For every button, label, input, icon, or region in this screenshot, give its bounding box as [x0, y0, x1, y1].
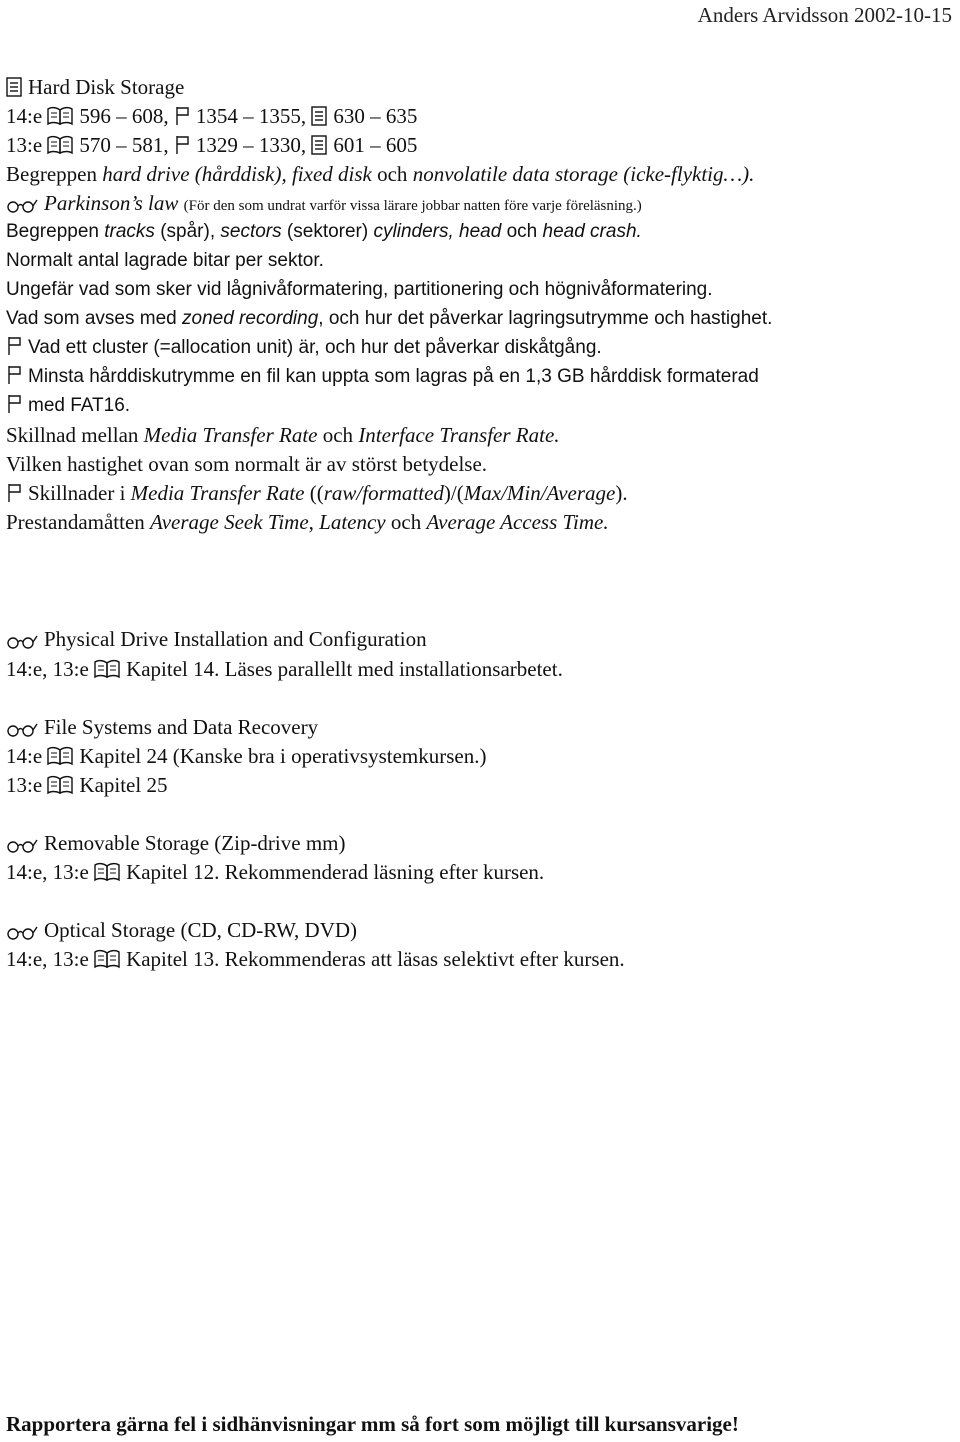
chapter-text: Kapitel 25 [79, 773, 168, 797]
document-icon [311, 135, 327, 155]
notes-flag-icon [174, 106, 190, 126]
chapter-text: Kapitel 12. Rekommenderad läsning efter kursen. [126, 860, 545, 884]
chapter-text: Kapitel 14. Läses parallellt med installationsarbetet. [126, 657, 563, 681]
mtr-text: ). [615, 481, 628, 505]
mtr-italic: Media Transfer Rate [130, 481, 305, 505]
hard-disk-ed14-row [6, 103, 417, 129]
open-book-icon [47, 775, 73, 795]
zoned-text: Vad som avses med [6, 308, 183, 329]
perf-row [6, 509, 609, 535]
notes-flag-icon [6, 394, 22, 414]
doc-pages: 601 – 605 [333, 133, 418, 157]
perf-italic: Average Seek Time [150, 510, 309, 534]
tracks-italic: head crash. [542, 221, 642, 242]
edition-label: 13:e [6, 773, 43, 797]
open-book-icon [94, 659, 120, 679]
rate-diff-text: Skillnad mellan [6, 423, 144, 447]
open-book-icon [47, 106, 73, 126]
doc-pages: 630 – 635 [333, 104, 418, 128]
rate-diff-row [6, 422, 560, 448]
book-pages: 570 – 581, [79, 133, 169, 157]
glasses-icon [6, 837, 38, 853]
notes-flag-icon [6, 336, 22, 356]
rate-diff-italic: Media Transfer Rate [143, 423, 318, 447]
section-title: File Systems and Data Recovery [44, 715, 319, 739]
perf-text: Prestandamåtten [6, 510, 151, 534]
mtr-row [6, 480, 628, 506]
parkinson-note: (För den som undrat varför vissa lärare jobbar natten före varje föreläsning.) [183, 198, 642, 214]
glasses-icon [6, 197, 38, 213]
optical-title-row [6, 917, 357, 943]
notes-flag-icon [174, 135, 190, 155]
edition-label: 14:e [6, 104, 43, 128]
file-systems-title-row [6, 714, 318, 740]
mtr-text: )/( [443, 481, 464, 505]
hard-disk-title-row [6, 74, 184, 100]
removable-row [6, 859, 544, 885]
physical-drive-title-row [6, 626, 427, 652]
file-systems-ed13-row [6, 772, 167, 798]
perf-text: , [308, 510, 320, 534]
min-space-text: Minsta hårddiskutrymme en fil kan uppta som lagras på en 1,3 GB hårddisk formaterad [28, 366, 759, 387]
optical-row [6, 946, 625, 972]
cluster-row [6, 335, 602, 361]
tracks-text: Begreppen [6, 221, 105, 242]
section-title: Physical Drive Installation and Configuration [44, 627, 427, 651]
parkinson-row [6, 190, 642, 219]
notes-pages: 1329 – 1330, [195, 133, 307, 157]
edition-label: 14:e, 13:e [6, 657, 89, 681]
terms-row [6, 161, 754, 187]
formatting-text: Ungefär vad som sker vid lågnivåformatering, partitionering och högnivåformatering. [6, 279, 713, 300]
open-book-icon [94, 949, 120, 969]
tracks-text: (sektorer) [281, 221, 374, 242]
bits-per-sector: Normalt antal lagrade bitar per sektor. [6, 250, 324, 271]
mtr-text: Skillnader i [28, 481, 131, 505]
glasses-icon [6, 721, 38, 737]
chapter-text: Kapitel 24 (Kanske bra i operativsystemkursen.) [79, 744, 487, 768]
rate-diff-italic: Interface Transfer Rate. [358, 423, 560, 447]
notes-flag-icon [6, 365, 22, 385]
tracks-italic: tracks [104, 221, 155, 242]
removable-title-row [6, 830, 346, 856]
tracks-italic: cylinders, head [373, 221, 502, 242]
footer-note: Rapportera gärna fel i sidhänvisningar mm så fort som möjligt till kursansvarige! [6, 1412, 739, 1436]
glasses-icon [6, 633, 38, 649]
zoned-italic: zoned recording [182, 308, 319, 329]
section-title: Optical Storage (CD, CD-RW, DVD) [44, 918, 358, 942]
notes-pages: 1354 – 1355, [195, 104, 307, 128]
hard-disk-ed13-row [6, 132, 417, 158]
min-space-row-2 [6, 393, 130, 419]
mtr-italic: raw/formatted [323, 481, 444, 505]
open-book-icon [47, 746, 73, 766]
terms-italic: hard drive (hårddisk), fixed disk [102, 162, 372, 186]
rate-significance: Vilken hastighet ovan som normalt är av störst betydelse. [6, 452, 488, 476]
chapter-text: Kapitel 13. Rekommenderas att läsas selektivt efter kursen. [126, 947, 625, 971]
author-date-header: Anders Arvidsson 2002-10-15 [697, 3, 952, 27]
tracks-text: (spår), [154, 221, 221, 242]
parkinson-law: Parkinson’s law [44, 191, 179, 215]
document-icon [311, 106, 327, 126]
min-space-row-1 [6, 364, 759, 390]
edition-label: 14:e [6, 744, 43, 768]
terms-italic: nonvolatile data storage (icke-flyktig…). [412, 162, 755, 186]
hard-disk-title: Hard Disk Storage [28, 75, 185, 99]
perf-italic: Latency [319, 510, 386, 534]
document-icon [6, 77, 22, 97]
section-title: Removable Storage (Zip-drive mm) [44, 831, 346, 855]
tracks-text: och [501, 221, 543, 242]
physical-drive-row [6, 656, 563, 682]
notes-flag-icon [6, 483, 22, 503]
perf-italic: Average Access Time. [426, 510, 609, 534]
mtr-italic: Max/Min/Average [463, 481, 616, 505]
rate-diff-text: och [317, 423, 359, 447]
perf-text: och [385, 510, 427, 534]
zoned-text: , och hur det påverkar lagringsutrymme och hastighet. [318, 308, 773, 329]
file-systems-ed14-row [6, 743, 486, 769]
min-space-text: med FAT16. [28, 395, 131, 416]
mtr-text: (( [304, 481, 324, 505]
cluster-text: Vad ett cluster (=allocation unit) är, och hur det påverkar diskåtgång. [28, 337, 602, 358]
edition-label: 14:e, 13:e [6, 860, 89, 884]
book-pages: 596 – 608, [79, 104, 169, 128]
edition-label: 14:e, 13:e [6, 947, 89, 971]
tracks-italic: sectors [220, 221, 282, 242]
zoned-row [6, 306, 772, 332]
terms-text: och [371, 162, 413, 186]
glasses-icon [6, 924, 38, 940]
edition-label: 13:e [6, 133, 43, 157]
open-book-icon [94, 862, 120, 882]
open-book-icon [47, 135, 73, 155]
terms-text: Begreppen [6, 162, 103, 186]
tracks-row [6, 219, 642, 245]
